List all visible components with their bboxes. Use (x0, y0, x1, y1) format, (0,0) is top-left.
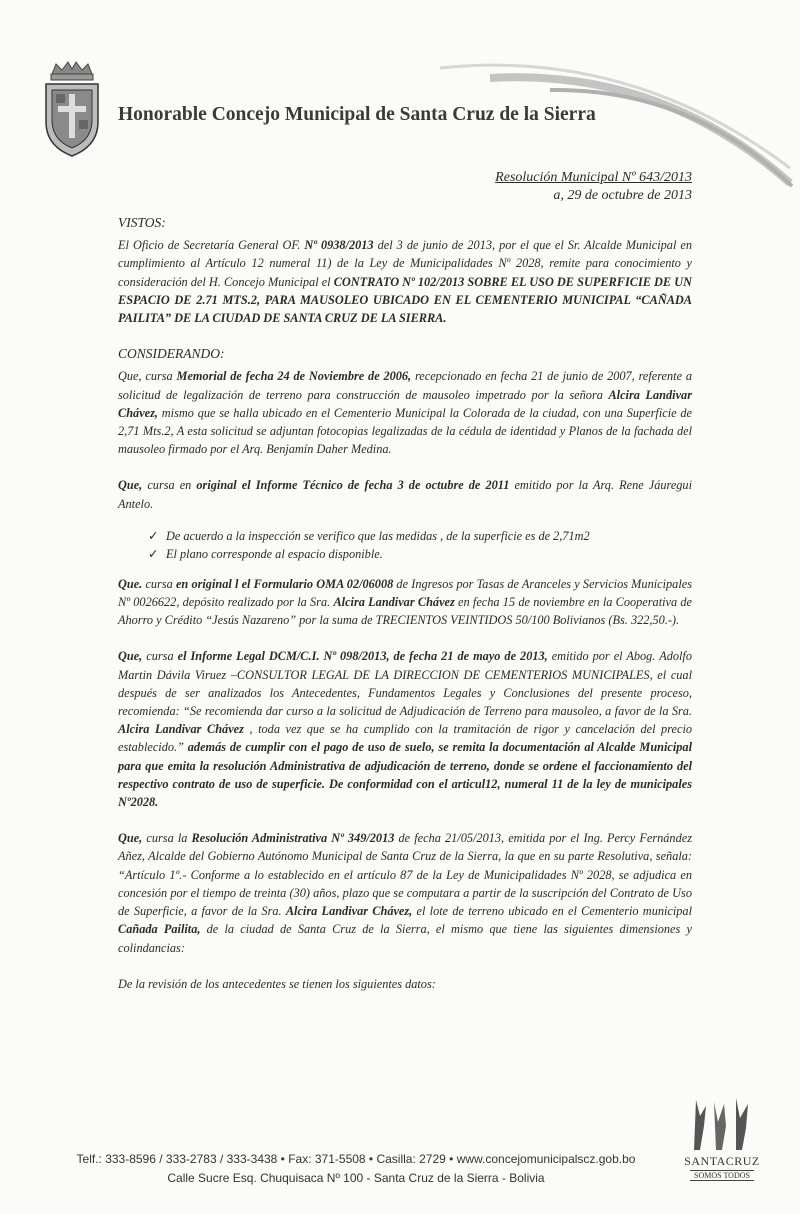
text: Alcira Landivar Chávez, (285, 904, 413, 919)
footer-address-line: Calle Sucre Esq. Chuquisaca Nº 100 - Santa Cruz de la Sierra - Bolivia (167, 1171, 545, 1185)
considerando-paragraph-3 (118, 575, 692, 630)
text: Alcira Landivar Chávez (118, 722, 244, 737)
text: Memorial de fecha 24 de Noviembre de 2006, (176, 369, 412, 384)
text: de la ciudad de Santa Cruz de la Sierra, el mismo que tiene las siguientes dimensiones y colindancias: (118, 922, 692, 955)
text: Cañada Pailita, (118, 922, 201, 937)
text: emitido por el Abog. Adolfo Martin Dávila Viruez –CONSULTOR LEGAL DE LA DIRECCION DE CEMENTERIOS MUNICIPALES, el cual después de ser analizados los Antecedentes, Fundamentos Legales y Conclusiones del presente proceso, recomienda: “Se recomienda dar curso a la solicitud de Adjudicación de Terreno para mausoleo, a favor de la Sra. (118, 649, 692, 719)
vistos-paragraph (118, 236, 692, 327)
check-icon: ✓ (148, 546, 159, 561)
text: de Ingresos por Tasas de Aranceles y Servicios Municipales Nº 0026622, depósito realizado por la Sra. (118, 576, 692, 610)
text: además de cumplir con el pago de uso de suelo, se remita la documentación al Alcalde Municipal para que emita la resolución Administrativa de adjudicación de terreno, donde se ordene el faccionamiento del respectivo contrato de uso de superficie. De conformidad con el articul12, numeral 11 de la ley de municipales Nº2028. (118, 740, 693, 810)
text: Nº 0938/2013 (304, 238, 374, 253)
document-body (118, 214, 692, 1011)
text: mismo que se halla ubicado en el Cementerio Municipal la Colorada de la ciudad, con una Superficie de 2,71 Mts.2, A esta solicitud se adjuntan fotocopias legalizadas de la cédula de identidad y Planos de la fachada del mausoleo firmado por el Arq. Benjamín Daher Medina. (118, 405, 692, 457)
logo-subtext: SOMOS TODOS (690, 1170, 754, 1181)
considerando-paragraph-6: De la revisión de los antecedentes se tienen los siguientes datos: (118, 976, 436, 991)
logo-text: SANTACRUZ (684, 1154, 760, 1168)
text: Que. (118, 576, 143, 591)
check-icon: ✓ (148, 528, 159, 543)
text: De acuerdo a la inspección se verifico que las medidas , de la superficie es de 2,71m2 (166, 528, 590, 543)
considerando-paragraph-2 (118, 476, 692, 512)
text: Alcira Landivar Chávez, (118, 387, 692, 420)
text: cursa la (142, 831, 192, 846)
text: el Informe Legal DCM/C.I. Nº 098/2013, de fecha 21 de mayo de 2013, (177, 649, 548, 664)
text: recepcionado en fecha 21 de junio de 2007, referente a solicitud de legalización de terreno para construcción de mausoleo impetrado por la señora (118, 369, 692, 402)
text: CONTRATO Nº 102/2013 SOBRE EL USO DE SUPERFICIE DE UN ESPACIO DE 2.71 MTS.2, PARA MAUSOLEO UBICADO EN EL CEMENTERIO MUNICIPAL “CAÑADA PAILITA” DE LA CIUDAD DE SANTA CRUZ DE LA SIERRA. (118, 274, 692, 326)
text: cursa en (142, 478, 197, 493)
text: Alcira Landivar Chávez (333, 595, 455, 610)
considerando-heading: CONSIDERANDO: (118, 346, 225, 362)
considerando-paragraph-1 (118, 367, 692, 458)
text: de fecha 21/05/2013, emitida por el Ing. Percy Fernández Añez, Alcalde del Gobierno Autónomo Municipal de Santa Cruz de la Sierra, la que en su parte Resolutiva, señala: “Artículo 1º.- Conforme a lo establecido en el artículo 87 de la Ley de Municipalidades Nº 2028, se adjudica en concesión por el tiempo de treinta (30) años, plazo que se computara a partir de la suscripción del Contrato de Uso de Superficie, a favor de la Sra. (118, 831, 692, 919)
text: en fecha 15 de noviembre en la Cooperativa de Ahorro y Crédito “Jesús Nazareno” por la suma de TRECIENTOS VEINTIDOS 50/100 Bolivianos (Bs. 322,50.-). (118, 595, 693, 628)
text: El plano corresponde al espacio disponible. (166, 546, 383, 561)
footer (46, 1150, 666, 1188)
text: Que, cursa (118, 369, 177, 384)
list-item (148, 545, 692, 563)
resolution-date: a, 29 de octubre de 2013 (553, 188, 692, 203)
text: original el Informe Técnico de fecha 3 de octubre de 2011 (196, 478, 510, 493)
decorative-swoosh (430, 48, 800, 188)
considerando-paragraph-5 (118, 829, 692, 956)
text: Que, (118, 649, 143, 664)
text: El Oficio de Secretaría General OF. (118, 238, 301, 253)
text: Que, (118, 831, 143, 846)
text: Que, (118, 478, 143, 493)
text: cursa (142, 576, 176, 591)
text: el lote de terreno ubicado en el Cementerio municipal (412, 904, 692, 919)
checklist (148, 527, 692, 563)
text: emitido por la Arq. Rene Jáuregui Antelo. (118, 478, 693, 511)
text: en original l el Formulario OMA 02/06008 (175, 576, 394, 591)
text: , toda vez que se ha cumplido con la tramitación de rigor y cancelación del precio establecido.” (118, 722, 693, 755)
footer-contact-line: Telf.: 333-8596 / 333-2783 / 333-3438 • Fax: 371-5508 • Casilla: 2729 • www.concejomunicipalscz.gob.bo (76, 1152, 636, 1166)
vistos-heading: VISTOS: (118, 215, 166, 230)
council-name: Honorable Concejo Municipal de Santa Cruz de la Sierra (118, 104, 596, 125)
coat-of-arms-icon (42, 60, 102, 158)
list-item (148, 527, 692, 545)
text: cursa (142, 649, 178, 664)
text: Resolución Administrativa Nº 349/2013 (191, 831, 395, 846)
text: del 3 de junio de 2013, por el que el Sr. Alcalde Municipal en cumplimiento al Artículo 12 numeral 11) de la Ley de Municipalidades Nº 2028, remite para conocimiento y consideración del H. Concejo Municipal el (118, 238, 692, 289)
considerando-paragraph-4 (118, 647, 692, 811)
resolution-number: Resolución Municipal Nº 643/2013 (495, 170, 692, 185)
